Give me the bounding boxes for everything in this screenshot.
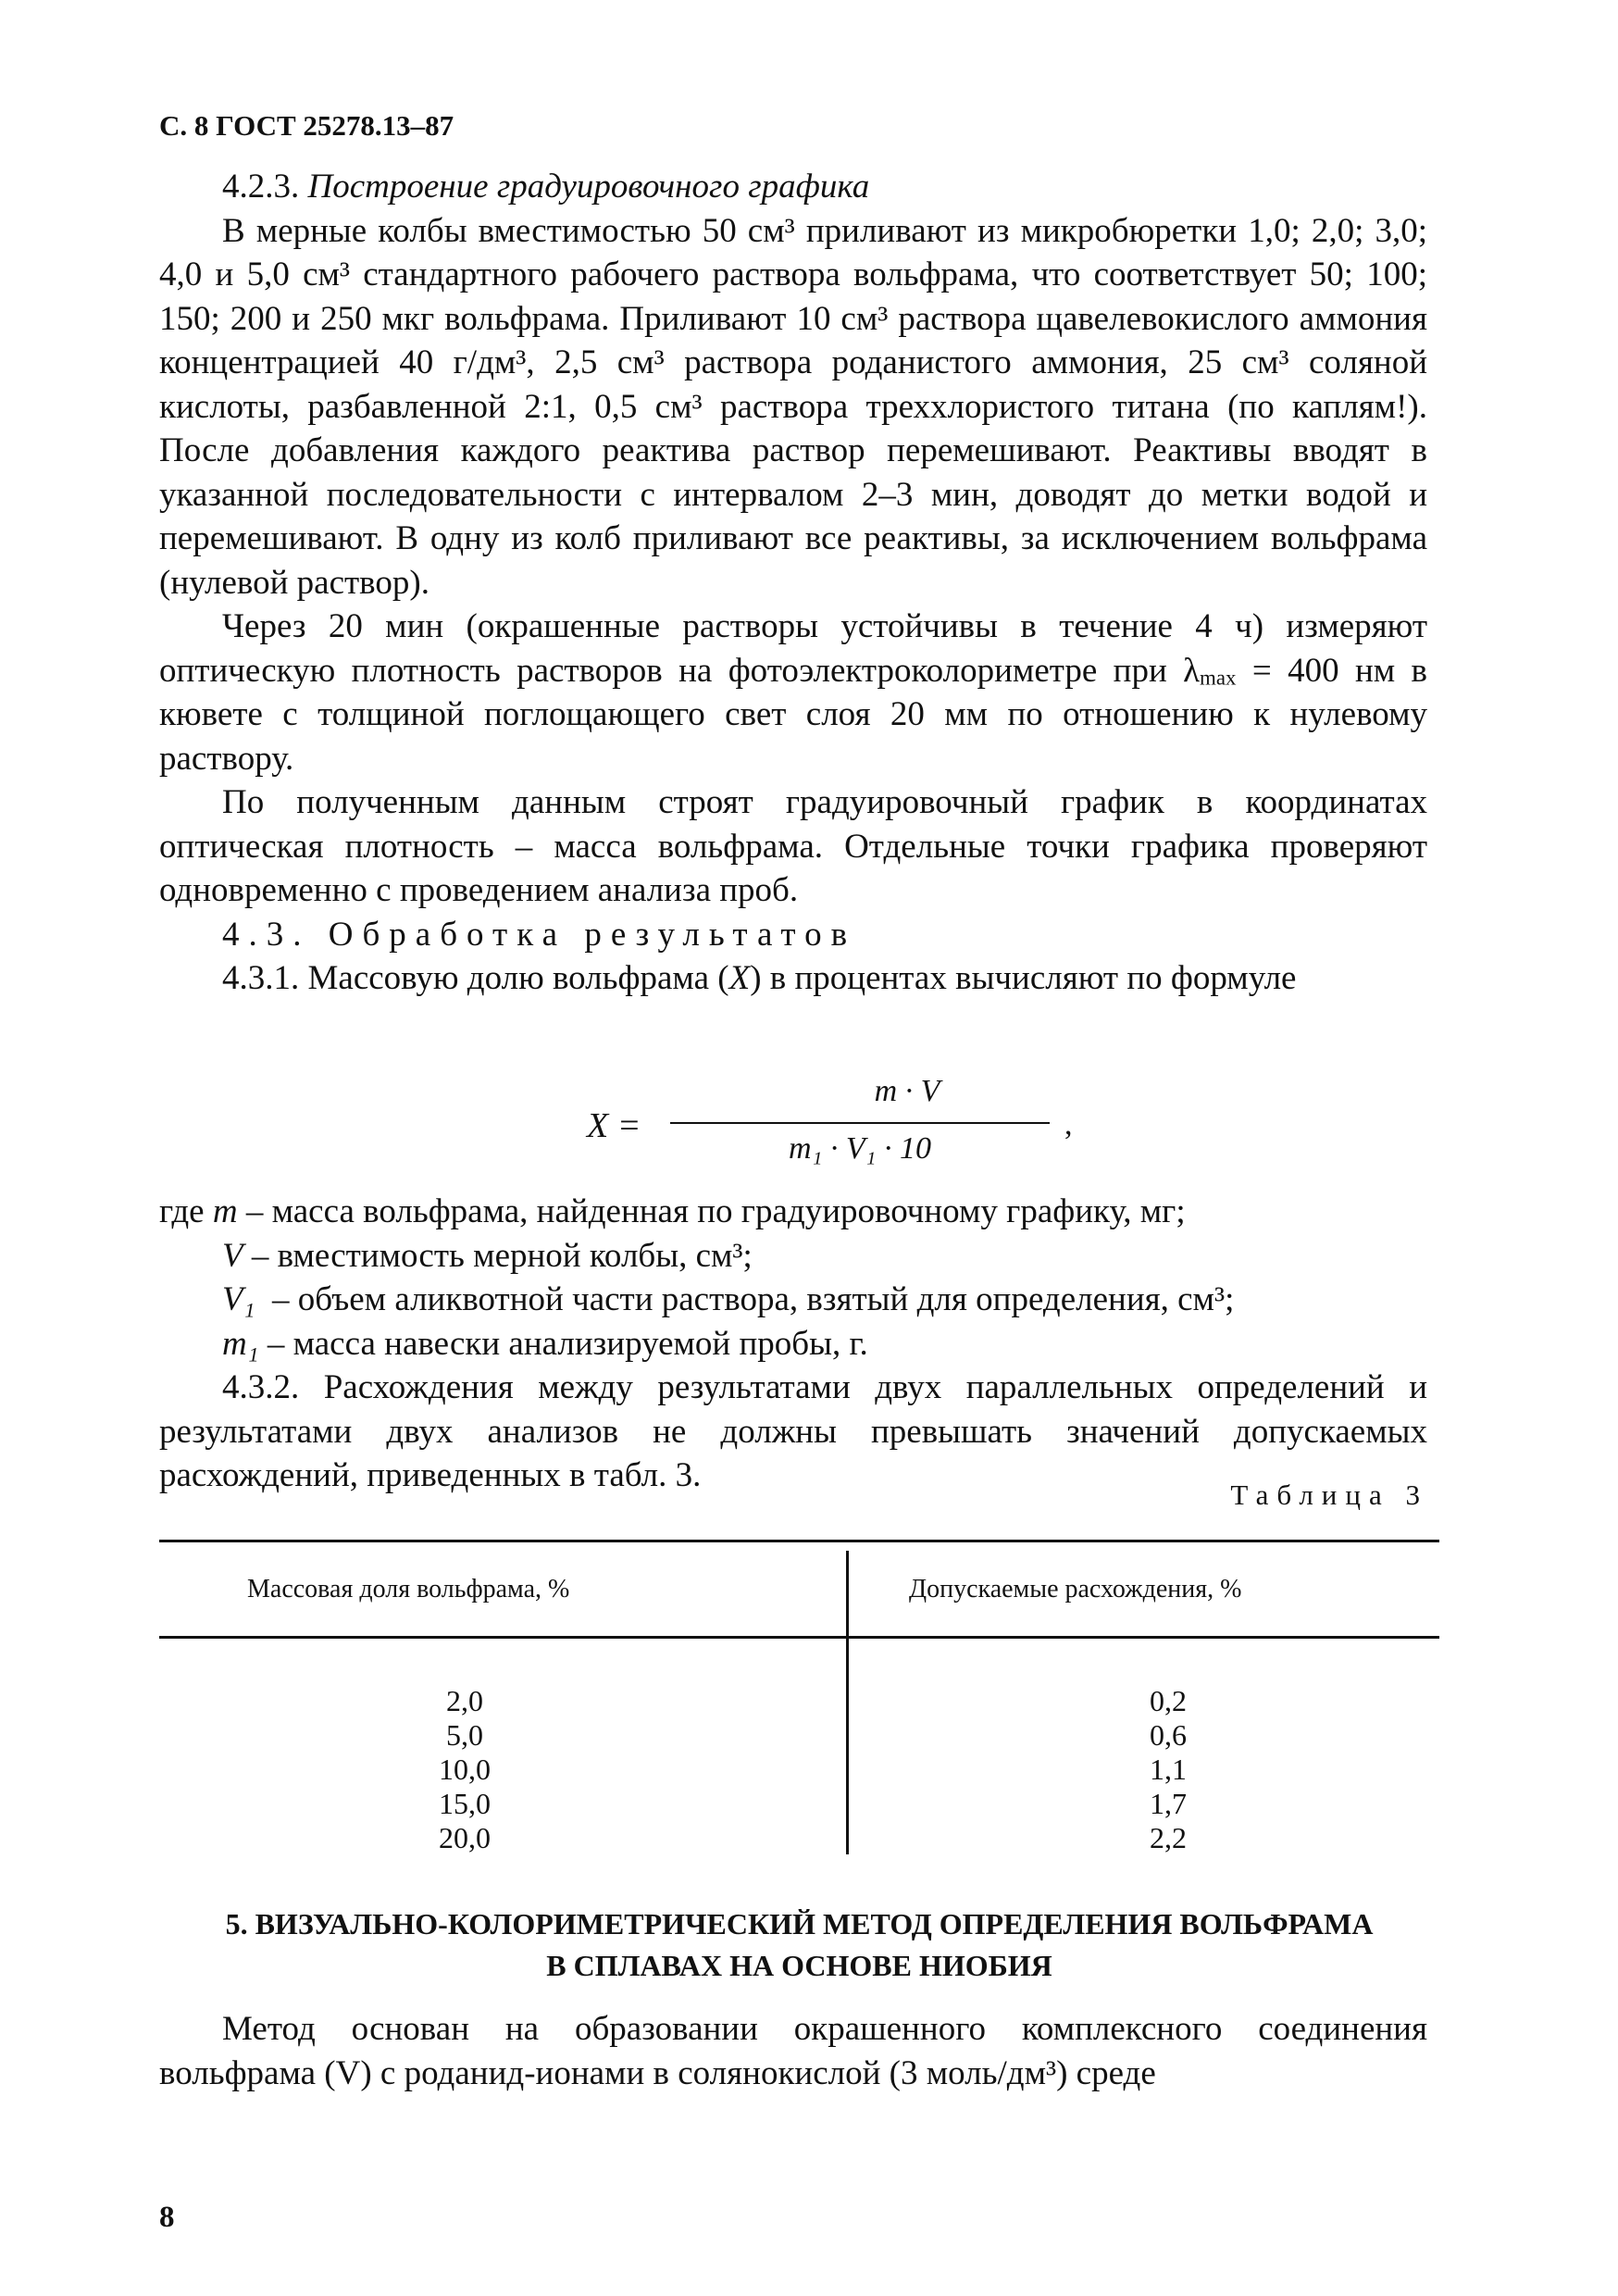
legend-variable: V bbox=[222, 1236, 243, 1275]
variable-x: X bbox=[728, 959, 751, 997]
legend-line bbox=[159, 1234, 1437, 1279]
section-title-line: 5. ВИЗУАЛЬНО-КОЛОРИМЕТРИЧЕСКИЙ МЕТОД ОПРЕДЕЛЕНИЯ ВОЛЬФРАМА bbox=[225, 1907, 1374, 1940]
table-header-tolerance: Допускаемые расхождения, % bbox=[909, 1575, 1242, 1603]
subsection-title bbox=[159, 165, 1427, 209]
formula-denominator: m₁ · V₁ · 10 bbox=[789, 1131, 931, 1166]
table-cell: 2,0 bbox=[446, 1684, 483, 1717]
table-cell: 10,0 bbox=[439, 1753, 491, 1786]
table-cell: 0,6 bbox=[1150, 1718, 1187, 1752]
table-top-rule bbox=[159, 1540, 1439, 1542]
table-cell: 5,0 bbox=[446, 1718, 483, 1752]
paragraph-4-3-1 bbox=[159, 956, 1427, 1001]
section-title-4-3: 4.3. Обработка результатов bbox=[222, 915, 857, 954]
section-5-title bbox=[159, 1903, 1439, 1987]
paragraph bbox=[159, 605, 1427, 780]
paragraph: В мерные колбы вместимостью 50 см³ приливают из микробюретки 1,0; 2,0; 3,0; 4,0 и 5,0 см³ стандартного рабочего раствора вольфрама, что соответствует 50; 100; 150; 200 и 250 мкг вольфрама. Приливают 10 см³ раствора щавелевокислого аммония концентрацией 40 г/дм³, 2,5 см³ раствора роданистого аммония, 25 см³ соляной кислоты, разбавленной 2:1, 0,5 см³ раствора треххлористого титана (по каплям!). После добавления каждого реактива раствор перемешивают. Реактивы вводят в указанной последовательности с интервалом 2–3 мин, доводят до метки водой и перемешивают. В одну из колб приливают все реактивы, за исключением вольфрама (нулевой раствор). bbox=[159, 211, 1427, 602]
paragraph-part: Через 20 мин (окрашенные растворы устойчивы в течение 4 ч) измеряют оптическую плотность растворов на фотоэлектроколориметре при λ bbox=[159, 607, 1427, 690]
legend-text: – масса вольфрама, найденная по градуировочному графику, мг; bbox=[237, 1192, 1186, 1230]
fraction-bar bbox=[670, 1122, 1050, 1124]
legend-variable: V₁ bbox=[222, 1280, 255, 1318]
paragraph-part: = 400 нм в кювете с толщиной поглощающего свет слоя 20 мм по отношению к нулевому раствору. bbox=[159, 651, 1427, 778]
paragraph: Метод основан на образовании окрашенного комплексного соединения вольфрама (V) с роданид-ионами в солянокислой (3 моль/дм³) среде bbox=[159, 2010, 1427, 2092]
paragraph: По полученным данным строят градуировочный график в координатах оптическая плотность – масса вольфрама. Отдельные точки графика проверяют одновременно с проведением анализа проб. bbox=[159, 783, 1427, 909]
table-header-mass-fraction: Массовая доля вольфрама, % bbox=[247, 1575, 570, 1603]
table-column-tolerance bbox=[1103, 1684, 1233, 1855]
subsection-number: 4.2.3. bbox=[222, 168, 300, 206]
legend-variable: m₁ bbox=[222, 1324, 259, 1363]
table-header-rule bbox=[159, 1636, 1439, 1639]
table-cell: 15,0 bbox=[439, 1787, 491, 1820]
section-title-line: В СПЛАВАХ НА ОСНОВЕ НИОБИЯ bbox=[546, 1949, 1052, 1982]
page-number: 8 bbox=[159, 2201, 175, 2234]
paragraph-4-3-2: 4.3.2. Расхождения между результатами двух параллельных определений и результатами двух анализов не должны превышать значений допускаемых расхождений, приведенных в табл. 3. bbox=[159, 1368, 1427, 1494]
table-cell: 1,7 bbox=[1150, 1787, 1187, 1820]
page-header: С. 8 ГОСТ 25278.13–87 bbox=[159, 109, 454, 142]
legend-text: – вместимость мерной колбы, см³; bbox=[243, 1236, 753, 1275]
legend-text: – масса навески анализируемой пробы, г. bbox=[258, 1324, 868, 1363]
formula-comma: , bbox=[1064, 1107, 1073, 1142]
table-cell: 2,2 bbox=[1150, 1821, 1187, 1854]
table-caption: Таблица 3 bbox=[1230, 1479, 1428, 1511]
formula-numerator: m · V bbox=[874, 1074, 940, 1108]
legend-line bbox=[159, 1322, 1437, 1366]
mass-fraction-formula bbox=[574, 1074, 1092, 1176]
legend-line bbox=[159, 1278, 1437, 1322]
table-column-mass-fraction bbox=[391, 1684, 539, 1855]
lambda-subscript: max bbox=[1200, 665, 1237, 689]
subsection-title-text: Построение градуировочного графика bbox=[307, 168, 870, 206]
legend-variable: m bbox=[212, 1192, 238, 1230]
legend-text: – объем аликвотной части раствора, взятый для определения, см³; bbox=[255, 1280, 1235, 1318]
table-cell: 0,2 bbox=[1150, 1684, 1187, 1717]
table-cell: 20,0 bbox=[439, 1821, 491, 1854]
legend-prefix: где bbox=[159, 1192, 213, 1230]
section-5-body bbox=[159, 2007, 1427, 2095]
legend-line bbox=[159, 1190, 1437, 1234]
section-4-2-3 bbox=[159, 165, 1427, 1001]
formula-legend bbox=[159, 1190, 1437, 1366]
paragraph-part: ) в процентах вычисляют по формуле bbox=[750, 959, 1297, 997]
formula-lhs: X = bbox=[587, 1106, 641, 1145]
table-column-divider bbox=[846, 1551, 849, 1854]
paragraph-part: 4.3.1. Массовую долю вольфрама ( bbox=[222, 959, 729, 997]
table-cell: 1,1 bbox=[1150, 1753, 1187, 1786]
